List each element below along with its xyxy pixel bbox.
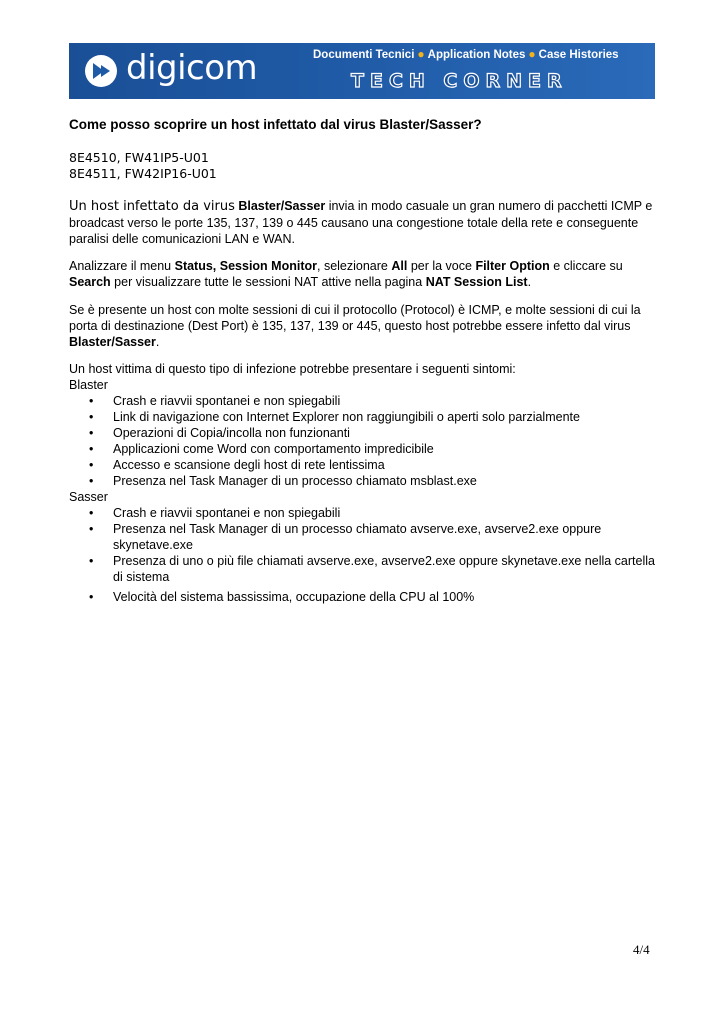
logo-text: digicom: [126, 48, 258, 88]
bullet-dot-icon: ●: [417, 47, 425, 61]
list-item: • Presenza nel Task Manager di un processo chiamato avserve.exe, avserve2.exe oppure skynetave.exe: [69, 521, 659, 553]
symptoms-intro: Un host vittima di questo tipo di infezione potrebbe presentare i seguenti sintomi:: [69, 362, 516, 376]
paragraph-detection: [69, 302, 659, 350]
nav-case-histories[interactable]: Case Histories: [538, 49, 619, 61]
question-title: Come posso scoprire un host infettato dal virus Blaster/Sasser?: [69, 117, 482, 132]
blaster-list: [69, 393, 659, 489]
text: e cliccare su: [549, 259, 623, 273]
list-item: • Accesso e scansione degli host di rete lentissima: [69, 457, 659, 473]
menu-path: Status, Session Monitor: [174, 259, 317, 273]
text: .: [155, 335, 160, 349]
list-item: • Crash e riavvii spontanei e non spiegabili: [69, 393, 659, 409]
section-title: TECH CORNER: [351, 70, 568, 92]
model-line: 8E4511, FW42IP16-U01: [69, 166, 217, 181]
sasser-list: [69, 505, 659, 605]
header-banner: [69, 43, 655, 99]
header-nav: [313, 47, 619, 61]
digicom-logo-icon: [84, 54, 118, 88]
list-item: • Operazioni di Copia/incolla non funzionanti: [69, 425, 659, 441]
nat-session-list: NAT Session List: [425, 275, 528, 289]
detection-text: Se è presente un host con molte sessioni di cui il protocollo (Protocol) è ICMP, e molte sessioni di cui la porta di destinazione (Dest Port) è 135, 137, 139 or 445, questo host potrebbe essere infetto dal virus: [69, 303, 641, 333]
list-item: • Velocità del sistema bassissima, occupazione della CPU al 100%: [69, 589, 659, 605]
virus-name: Blaster/Sasser: [69, 335, 156, 349]
paragraph-instructions: [69, 258, 659, 290]
intro-text: invia in modo casuale un gran numero di pacchetti ICMP e broadcast verso le porte 135, 137, 139 o 445 causano una congestione totale della rete e conseguente paralisi delle comunicazioni LAN e WAN.: [69, 199, 653, 246]
symptoms-section: [69, 361, 659, 605]
text: per la voce: [407, 259, 476, 273]
option-all: All: [391, 259, 408, 273]
filter-option: Filter Option: [475, 259, 550, 273]
nav-documenti-tecnici[interactable]: Documenti Tecnici: [313, 49, 415, 61]
list-item: • Link di navigazione con Internet Explorer non raggiungibili o aperti solo parzialmente: [69, 409, 659, 425]
text: , selezionare: [317, 259, 392, 273]
text: per visualizzare tutte le sessioni NAT attive nella pagina: [110, 275, 426, 289]
model-line: 8E4510, FW41IP5-U01: [69, 150, 209, 165]
bullet-dot-icon: ●: [528, 47, 536, 61]
text: Analizzare il menu: [69, 259, 175, 273]
page-number: 4/4: [633, 942, 650, 957]
list-item: • Presenza di uno o più file chiamati avserve.exe, avserve2.exe oppure skynetave.exe nella cartella di sistema: [69, 553, 659, 585]
list-item: • Crash e riavvii spontanei e non spiegabili: [69, 505, 659, 521]
intro-lead: Un host infettato da virus: [69, 199, 235, 214]
sasser-label: Sasser: [69, 490, 108, 504]
search-label: Search: [69, 275, 111, 289]
model-list: [69, 150, 217, 182]
virus-name: Blaster/Sasser: [238, 199, 326, 213]
nav-application-notes[interactable]: Application Notes: [427, 49, 526, 61]
list-item: • Presenza nel Task Manager di un processo chiamato msblast.exe: [69, 473, 659, 489]
text: .: [527, 275, 532, 289]
blaster-label: Blaster: [69, 378, 108, 392]
list-item: • Applicazioni come Word con comportamento impredicibile: [69, 441, 659, 457]
paragraph-intro: [69, 198, 659, 247]
